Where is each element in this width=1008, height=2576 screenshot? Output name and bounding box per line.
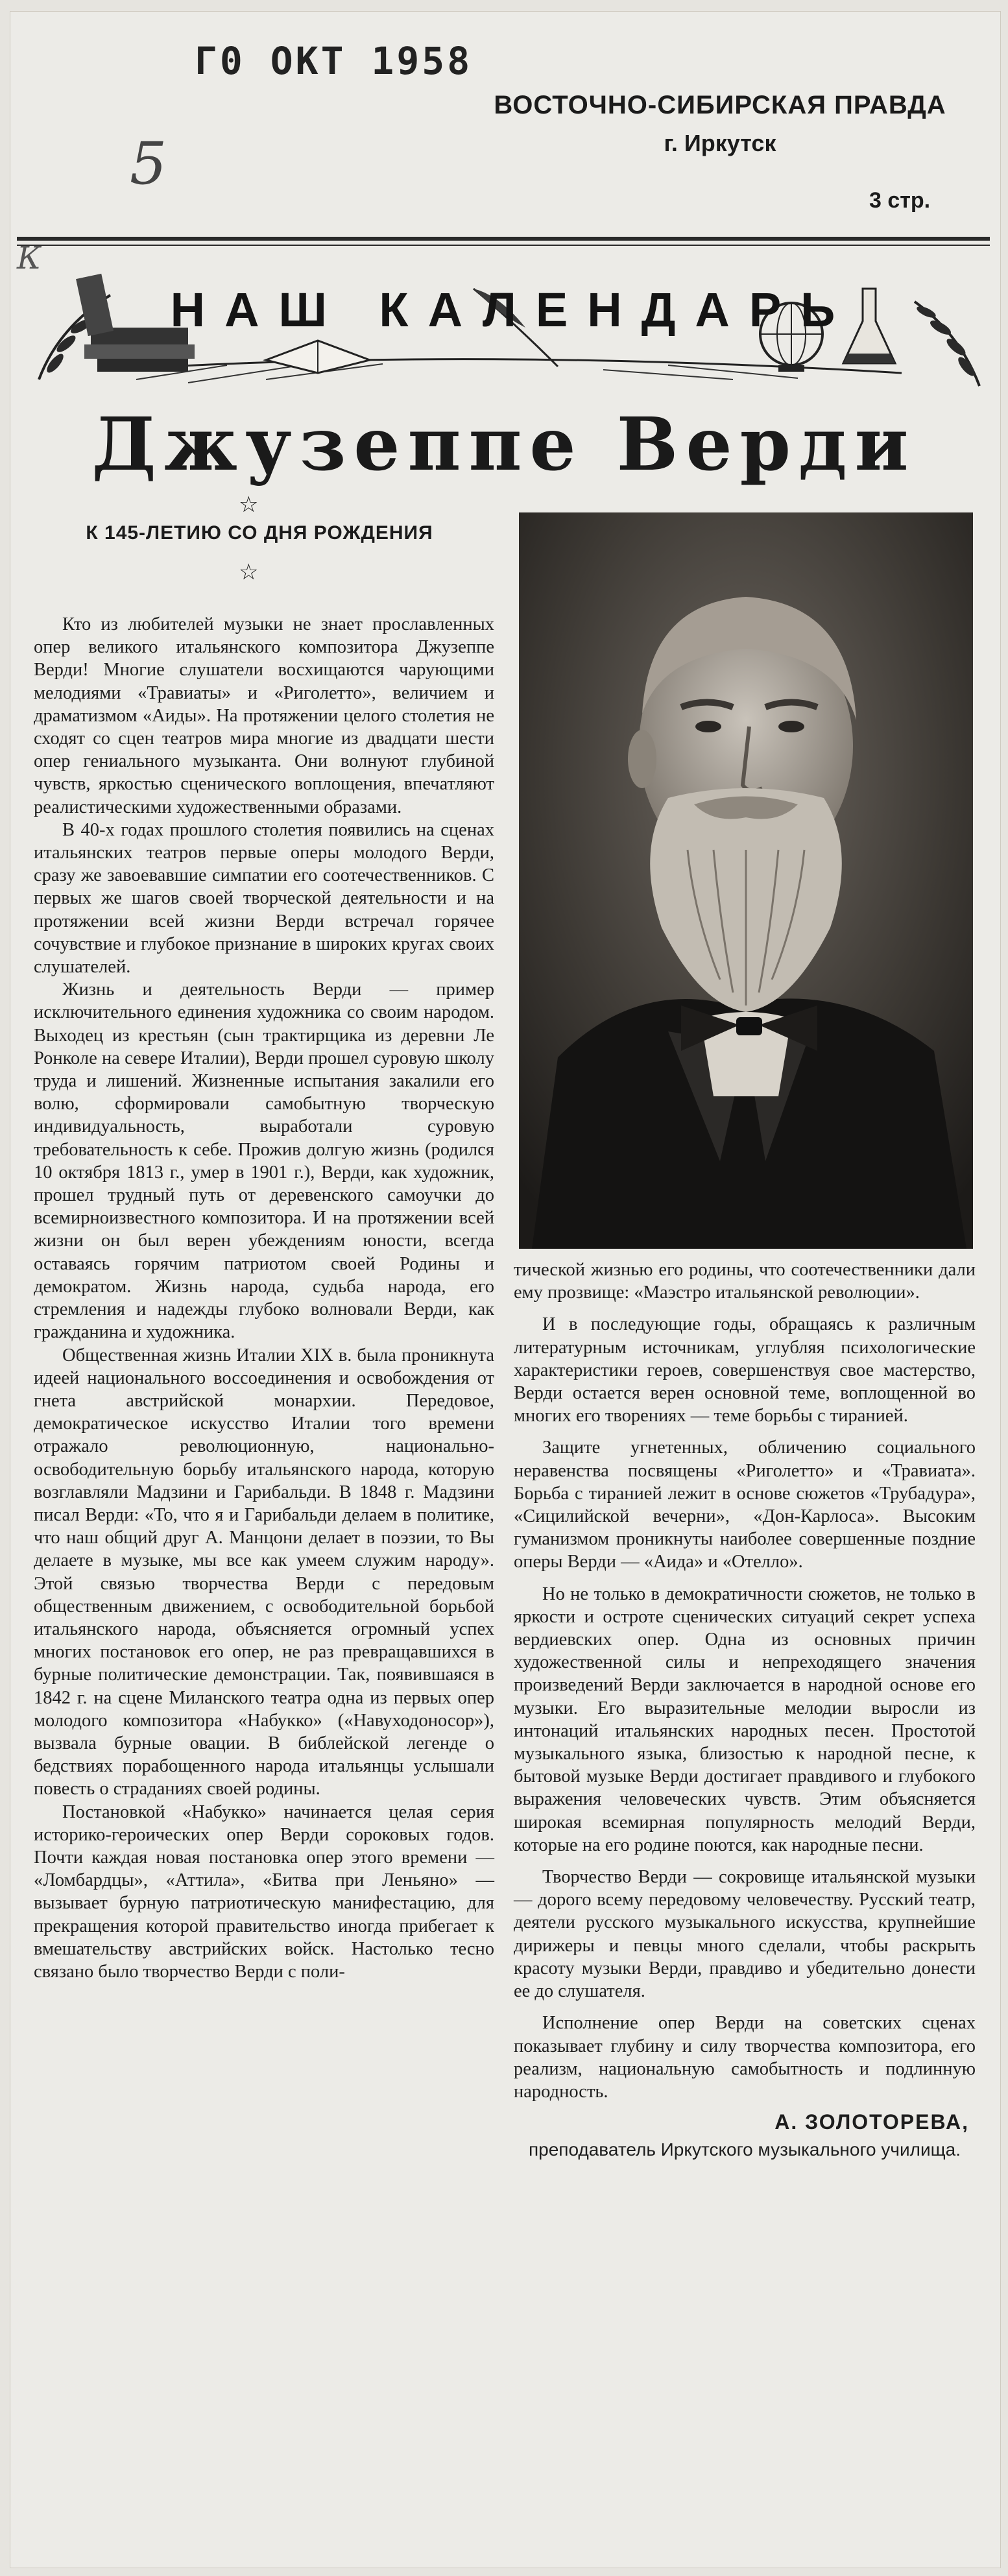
star-icon: ☆ (239, 492, 259, 518)
article-headline: Джузеппе Верди (91, 402, 917, 487)
article-right-column (514, 1258, 976, 2161)
handwritten-letter: К (17, 240, 42, 276)
paragraph: Творчество Верди — сокровище итальянской музыки — дорого всему передовому человечеству. Русский театр, деятели русского музыкального искусства, крупнейшие дирижеры и певцы много сделали, чтобы раскрыть красоту музыки Верди, правдиво и убедительно донести ее до слушателя. (514, 1867, 976, 2002)
handwritten-number: 5 (130, 130, 167, 198)
paragraph: Исполнение опер Верди на советских сценах показывает глубину и силу творчества композитора, его реализм, национальную самобытность и подлинную народность. (514, 2013, 976, 2102)
author-role: преподаватель Иркутского музыкального училища. (528, 2139, 961, 2160)
paragraph: И в последующие годы, обращаясь к различным литературным источникам, углубляя психологические характеристики героев, совершенствуя свое мастерство, Верди остается верен основной теме, воплощенной во многих его творениях — теме борьбы с тиранией. (514, 1314, 976, 1426)
city-name: г. Иркутск (664, 130, 776, 156)
paragraph: В 40-х годах прошлого столетия появились на сценах итальянских театров первые оперы молодого Верди, сразу же завоевавшие симпатии его соотечественников. С первых же шагов своей творческой деятельности и на протяжении всей жизни Верди встречал горячее сочувствие и глубокое признание в широких кругах своих слушателей. (34, 819, 494, 978)
paragraph: Защите угнетенных, обличению социального неравенства посвящены «Риголетто» и «Травиата». Борьба с тиранией лежит в основе сюжетов «Трубадура», «Сицилийской вечерни», «Дон-Карлоса». Высоким гуманизмом проникнуты наиболее совершенные поздние оперы Верди — «Аида» и «Отелло». (514, 1438, 976, 1572)
section-banner (19, 250, 999, 399)
paragraph: Но не только в демократичности сюжетов, не только в яркости и остроте сценических ситуаций секрет успеха вердиевских опер. Одна из основных причин художественной силы и непреходящего значения произведений Верди заключается в народной основе его музыки. Его выразительные мелодии выросли из интонаций итальянских народных песен. Простотой музыкального языка, близостью к народной песне, к бытовой музыке Верди достигает правдивого и глубокого выражения человеческих чувств. Этим объясняется широкая всемирная популярность мелодий Верди, которые на его родине поются, как народные песни. (514, 1583, 976, 1855)
page-number: 3 стр. (869, 188, 931, 213)
paragraph: тической жизнью его родины, что соотечественники дали ему прозвище: «Маэстро итальянской революции». (514, 1260, 976, 1303)
date-stamp: Г0 ОКТ 1958 (195, 39, 473, 83)
verdi-portrait (519, 512, 973, 1249)
star-icon: ☆ (239, 559, 259, 585)
top-rule (17, 237, 990, 241)
portrait-of-verdi-icon (519, 512, 973, 1249)
newspaper-name: ВОСТОЧНО-СИБИРСКАЯ ПРАВДА (494, 91, 946, 119)
paragraph: Жизнь и деятельность Верди — пример исключительного единения художника со своим народом. Выходец из крестьян (сын трактирщика из деревни Ле Ронколе на севере Италии), Верди прошел суровую школу труда и лишений. Жизненные испытания закалили его волю, сформировали самобытную творческую индивидуальность, выработали суровую требовательность к себе. Прожив долгую жизнь (родился 10 октября 1813 г., умер в 1901 г.), Верди, как художник, прошел трудный путь от деревенского самоучки до всемирноизвестного композитора. И на протяжении всей жизни он был верен убеждениям юности, всегда оставаясь горячим патриотом своей Родины и демократом. Жизнь народа, судьба народа, его стремления и надежды глубоко волновали Верди, как гражданина и художника. (34, 980, 494, 1343)
author-name: А. ЗОЛОТОРЕВА, (774, 2110, 969, 2134)
article-subtitle: К 145-ЛЕТИЮ СО ДНЯ РОЖДЕНИЯ (86, 522, 433, 544)
top-rule-thin (17, 245, 990, 246)
article-left-column (34, 613, 494, 1983)
paragraph: Общественная жизнь Италии XIX в. была проникнута идеей национального воссоединения и освобождения от гнета австрийской монархии. Передовое, демократическое искусство Италии того времени отражало революционную, национально-освободительную борьбу итальянского народа, которую возглавляли Мадзини и Гарибальди. В 1848 г. Мадзини писал Верди: «То, что я и Гарибальди делаем в политике, что наш общий друг А. Манцони делает в поэзии, то Вы делаете в музыке, мы все как умеем служим народу». Этой связью творчества Верди с передовым общественным движением, с освободительной борьбой итальянского народа, объясняется огромный успех многих постановок его опер, не раз превращавшихся в бурные политические демонстрации. Так, появившаяся в 1842 г. на сцене Миланского театра одна из первых опер молодого композитора «Набукко» («Навуходоносор»), вызвала бурные овации. В библейской легенде о бедствиях порабощенного народа итальянцы услышали повесть о страданиях своей родины. (34, 1345, 494, 1800)
paragraph: Постановкой «Набукко» начинается целая серия историко-героических опер Верди сороковых годов. Почти каждая новая постановка опер этого времени — «Ломбардцы», «Аттила», «Битва при Леньяно» — вызывает бурную патриотическую манифестацию, для прекращения которой правительство иногда прибегает к вмешательству австрийских войск. Настолько тесно связано было творчество Верди с поли- (34, 1801, 494, 1982)
section-title: НАШ КАЛЕНДАРЬ (170, 283, 855, 337)
paragraph: Кто из любителей музыки не знает прославленных опер великого итальянского композитора Джузеппе Верди! Многие слушатели восхищаются чарующими мелодиями «Травиаты» и «Риголетто», величием и драматизмом «Аиды». На протяжении целого столетия не сходят со сцен театров мира многие из двадцати шести опер гениального музыканта. Они волнуют глубиной чувств, яркостью сценического воплощения, впечатляют реалистическими художественными образами. (34, 614, 494, 817)
